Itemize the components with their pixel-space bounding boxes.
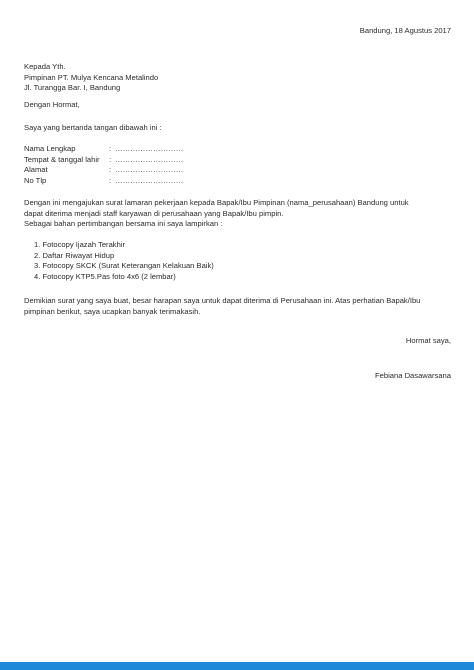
field-value: ……………………… bbox=[115, 154, 184, 164]
field-value: ……………………… bbox=[115, 175, 184, 185]
field-separator: : bbox=[109, 175, 112, 185]
salutation: Dengan Hormat, bbox=[24, 100, 80, 109]
recipient-line: Jl. Turangga Bar. I, Bandung bbox=[24, 83, 121, 92]
signer-name: Febiana Dasawarsana bbox=[375, 371, 451, 380]
attachment-list bbox=[34, 240, 214, 282]
list-item: 4. Fotocopy KTP5.Pas foto 4x6 (2 lembar) bbox=[34, 271, 176, 281]
closing-line: Demikian surat yang saya buat, besar harapan saya untuk dapat diterima di Perusahaan ini. Atas perhatian Bapak/Ibu bbox=[24, 296, 421, 305]
recipient-line: Kepada Yth. bbox=[24, 62, 66, 71]
recipient-block bbox=[24, 62, 158, 94]
closing-paragraph bbox=[24, 296, 420, 317]
body-paragraph bbox=[24, 198, 409, 230]
list-item: 1. Fotocopy Ijazah Terakhir bbox=[34, 240, 126, 249]
field-label: No Tlp bbox=[24, 175, 47, 185]
body-line: Dengan ini mengajukan surat lamaran pekerjaan kepada Bapak/Ibu Pimpinan (nama_perusahaan) Bandung untuk bbox=[24, 198, 409, 207]
list-item: 2. Daftar Riwayat Hidup bbox=[34, 250, 115, 260]
field-row bbox=[24, 155, 183, 166]
list-item: 3. Fotocopy SKCK (Surat Keterangan Kelakuan Baik) bbox=[34, 261, 214, 270]
personal-data-fields bbox=[24, 144, 183, 186]
field-separator: : bbox=[109, 154, 112, 164]
field-label: Tempat & tanggal lahir bbox=[24, 154, 100, 164]
field-separator: : bbox=[109, 165, 112, 174]
body-line: Sebagai bahan pertimbangan bersama ini saya lampirkan : bbox=[24, 219, 223, 228]
field-label: Alamat bbox=[24, 165, 48, 174]
letter-date: Bandung, 18 Agustus 2017 bbox=[359, 26, 451, 35]
field-separator: : bbox=[109, 144, 112, 153]
field-row bbox=[24, 165, 183, 176]
closing-line: pimpinan berikut, saya ucapkan banyak terimakasih. bbox=[24, 306, 201, 316]
footer-bar bbox=[0, 662, 474, 670]
field-value: ……………………… bbox=[115, 144, 184, 153]
recipient-line: Pimpinan PT. Mulya Kencana Metalindo bbox=[24, 72, 159, 82]
intro-text: Saya yang bertanda tangan dibawah ini : bbox=[24, 123, 162, 132]
regards-text: Hormat saya, bbox=[405, 336, 451, 345]
field-row bbox=[24, 176, 183, 187]
field-label: Nama Lengkap bbox=[24, 144, 76, 153]
field-row bbox=[24, 144, 183, 155]
field-value: ……………………… bbox=[115, 165, 184, 174]
body-line: dapat diterima menjadi staff karyawan di perusahaan yang Bapak/Ibu pimpin. bbox=[24, 208, 284, 218]
